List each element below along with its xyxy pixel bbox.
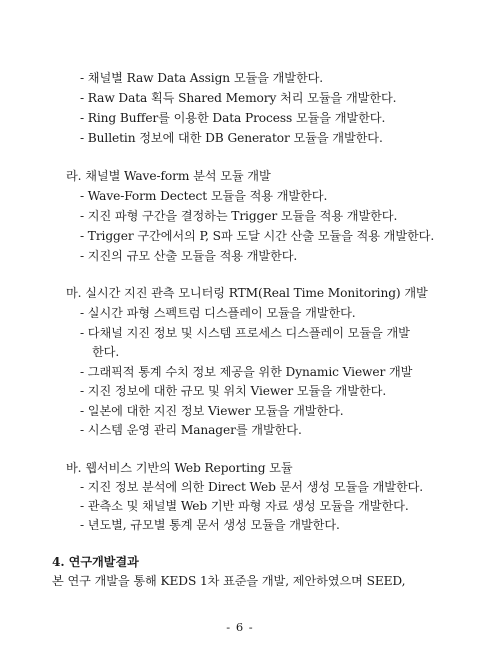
list-item: - Raw Data 획득 Shared Memory 처리 모듈을 개발한다.: [80, 91, 397, 105]
list-item: - 지진의 규모 산출 모듈을 적용 개발한다.: [80, 249, 298, 263]
list-item: - 년도별, 규모별 통계 문서 생성 모듈을 개발한다.: [80, 518, 340, 532]
list-item: - 지진 정보에 대한 규모 및 위치 Viewer 모듈을 개발한다.: [80, 384, 387, 398]
list-item: - 시스템 운영 관리 Manager를 개발한다.: [80, 423, 302, 437]
list-item: - 지진 정보 분석에 의한 Direct Web 문서 생성 모듈을 개발한다.: [80, 480, 424, 494]
section-heading: 바. 웹서비스 기반의 Web Reporting 모듈: [66, 461, 293, 475]
list-item: - 일본에 대한 지진 정보 Viewer 모듈을 개발한다.: [80, 404, 344, 418]
results-text: 본 연구 개발을 통해 KEDS 1차 표준을 개발, 제안하였으며 SEED,: [52, 574, 406, 588]
section-heading: 라. 채널별 Wave-form 분석 모듈 개발: [66, 169, 271, 183]
list-item: - 실시간 파형 스펙트럼 디스플레이 모듈을 개발한다.: [80, 306, 356, 320]
results-heading: 4. 연구개발결과: [52, 555, 139, 569]
list-item: - Wave-Form Dectect 모듈을 적용 개발한다.: [80, 189, 328, 203]
list-item: - 지진 파형 구간을 결정하는 Trigger 모듈을 적용 개발한다.: [80, 209, 398, 223]
list-item: - Ring Buffer를 이용한 Data Process 모듈을 개발한다.: [80, 111, 386, 125]
list-item-continuation: 한다.: [92, 345, 120, 359]
list-item: - 관측소 및 채널별 Web 기반 파형 자료 생성 모듈을 개발한다.: [80, 499, 409, 513]
list-item: - 그래픽적 통계 수치 정보 제공을 위한 Dynamic Viewer 개발: [80, 365, 413, 379]
section-heading: 마. 실시간 지진 관측 모니터링 RTM(Real Time Monitoring) 개발: [66, 286, 428, 300]
list-item: - 채널별 Raw Data Assign 모듈을 개발한다.: [80, 71, 324, 85]
list-item: - Trigger 구간에서의 P, S파 도달 시간 산출 모듈을 적용 개발한다.: [80, 229, 435, 243]
list-item: - 다채널 지진 정보 및 시스템 프로세스 디스플레이 모듈을 개발: [80, 326, 410, 340]
list-item: - Bulletin 정보에 대한 DB Generator 모듈을 개발한다.: [80, 131, 383, 145]
page-number: - 6 -: [226, 620, 254, 634]
